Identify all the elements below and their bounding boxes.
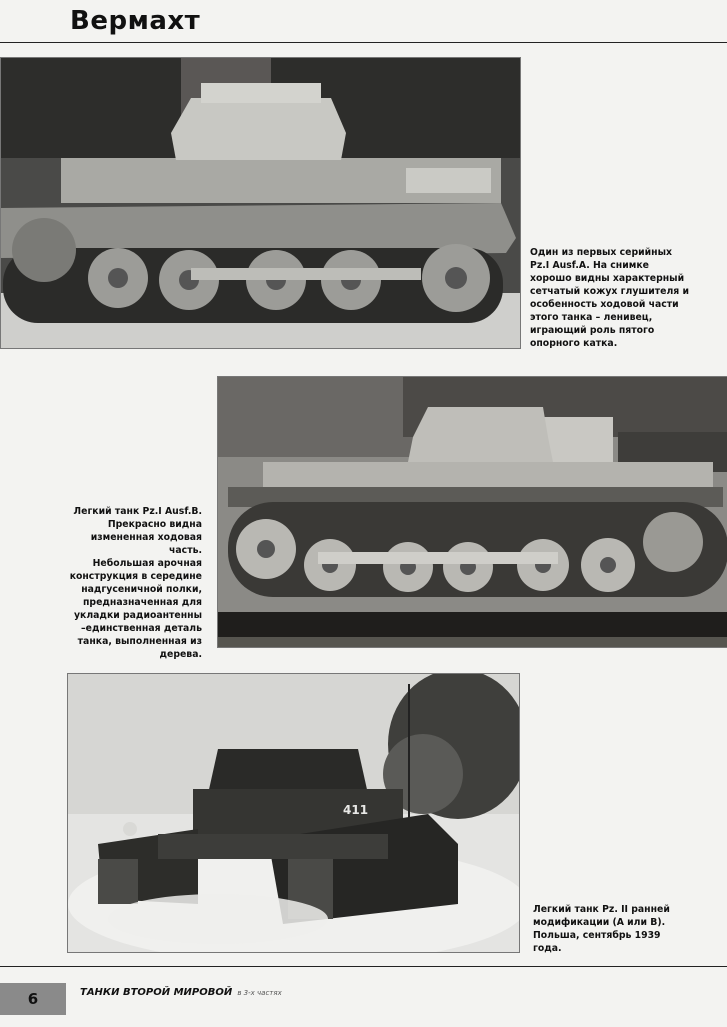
- series-footer: [80, 980, 282, 999]
- header-divider: [0, 42, 727, 43]
- photo-pz1-ausf-b: [217, 376, 727, 648]
- series-title: ТАНКИ ВТОРОЙ МИРОВОЙ: [80, 987, 233, 998]
- caption-pz1-ausf-b: Легкий танк Pz.I Ausf.B. Прекрасно видна измененная ходовая часть. Небольшая арочная конструкция в середине надгусеничной полки, предназначенная для укладки радиоантенны –единственная деталь танка, выполненная из дерева.: [69, 506, 202, 660]
- page-number: 6: [27, 990, 39, 1008]
- photo-pz1-ausf-a: [0, 57, 521, 349]
- page-number-box: [0, 983, 66, 1015]
- series-subtitle: в 3-х частях: [237, 989, 282, 997]
- photo-pz2-poland: [67, 673, 520, 953]
- turret-number-411: 411: [343, 803, 369, 817]
- footer-divider: [0, 966, 727, 967]
- caption-pz2-poland: Легкий танк Pz. II ранней модификации (А или В). Польша, сентябрь 1939 года.: [533, 904, 670, 954]
- page-title: Вермахт: [70, 6, 201, 36]
- caption-pz1-ausf-a: Один из первых серийных Pz.I Ausf.A. На снимке хорошо видны характерный сетчатый кожух глушителя и особенность ходовой части этого танка – ленивец, играющий роль пятого опорного катка.: [530, 247, 689, 349]
